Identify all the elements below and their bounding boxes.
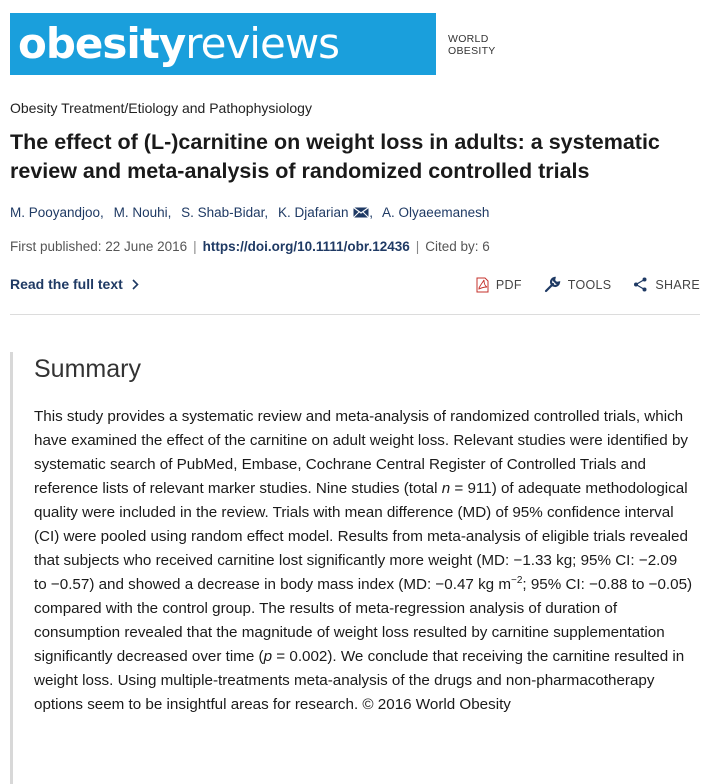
article-toolbar bbox=[454, 276, 700, 293]
author-link[interactable]: M. Pooyandjoo, bbox=[10, 205, 104, 220]
pdf-button[interactable]: PDF bbox=[476, 277, 522, 293]
author-link[interactable]: A. Olyaeemanesh bbox=[382, 205, 490, 220]
wrench-icon bbox=[544, 276, 561, 293]
pdf-icon bbox=[476, 277, 489, 293]
chevron-right-icon bbox=[132, 277, 139, 293]
publication-info: First published: 22 June 2016 | https://doi.org/10.1111/obr.12436 | Cited by: 6 bbox=[10, 239, 490, 254]
journal-banner[interactable] bbox=[10, 13, 436, 75]
summary-heading: Summary bbox=[34, 355, 141, 383]
cited-by-link[interactable]: Cited by: 6 bbox=[425, 239, 490, 254]
world-obesity-logo[interactable]: WORLD OBESITY bbox=[448, 33, 496, 57]
doi-link[interactable]: https://doi.org/10.1111/obr.12436 bbox=[202, 239, 410, 254]
article-title: The effect of (L-)carnitine on weight loss in adults: a systematic review and meta-analysis of randomized controlled trials bbox=[10, 130, 660, 183]
author-list: M. Pooyandjoo, M. Nouhi, S. Shab-Bidar, K. Djafarian , A. Olyaeemanesh bbox=[10, 205, 490, 220]
mail-icon[interactable] bbox=[353, 206, 369, 221]
author-link[interactable]: M. Nouhi, bbox=[113, 205, 172, 220]
divider bbox=[10, 314, 700, 315]
article-category: Obesity Treatment/Etiology and Pathophysiology bbox=[10, 100, 312, 116]
journal-logo-text: obesityreviews bbox=[18, 19, 340, 68]
summary-left-border bbox=[10, 352, 13, 784]
summary-text: This study provides a systematic review and meta-analysis of randomized controlled trials, which have examined the effect of the carnitine on adult weight loss. Relevant studies were identified by systematic search of PubMed, Embase, Cochrane Central Register of Controlled Trials and reference lists of relevant marker studies. Nine studies (total n = 911) of adequate methodological quality were included in the review. Trials with mean difference (MD) of 95% confidence interval (CI) were pooled using random effect model. Results from meta-analysis of eligible trials revealed that subjects who received carnitine lost significantly more weight (MD: −1.33 kg; 95% CI: −2.09 to −0.57) and showed a decrease in body mass index (MD: −0.47 kg $m^{-2}$; 95% CI: −0.88 to −0.05) compared with the control group. The results of meta-regression analysis of duration of consumption revealed that the magnitude of weight loss resulted by carnitine supplementation significantly decreased over time (p = 0.002). We conclude that receiving the carnitine resulted in weight loss. Using multiple-treatments meta-analysis of the drugs and non-pharmacotherapy options seem to be insightful areas for research. © 2016 World Obesity bbox=[34, 408, 693, 713]
author-link[interactable]: S. Shab-Bidar, bbox=[181, 205, 269, 220]
share-button[interactable]: SHARE bbox=[633, 277, 700, 292]
share-icon bbox=[633, 277, 648, 292]
read-full-text-link[interactable]: Read the full text bbox=[10, 276, 139, 293]
tools-button[interactable]: TOOLS bbox=[544, 276, 612, 293]
author-link[interactable]: K. Djafarian bbox=[277, 205, 349, 220]
